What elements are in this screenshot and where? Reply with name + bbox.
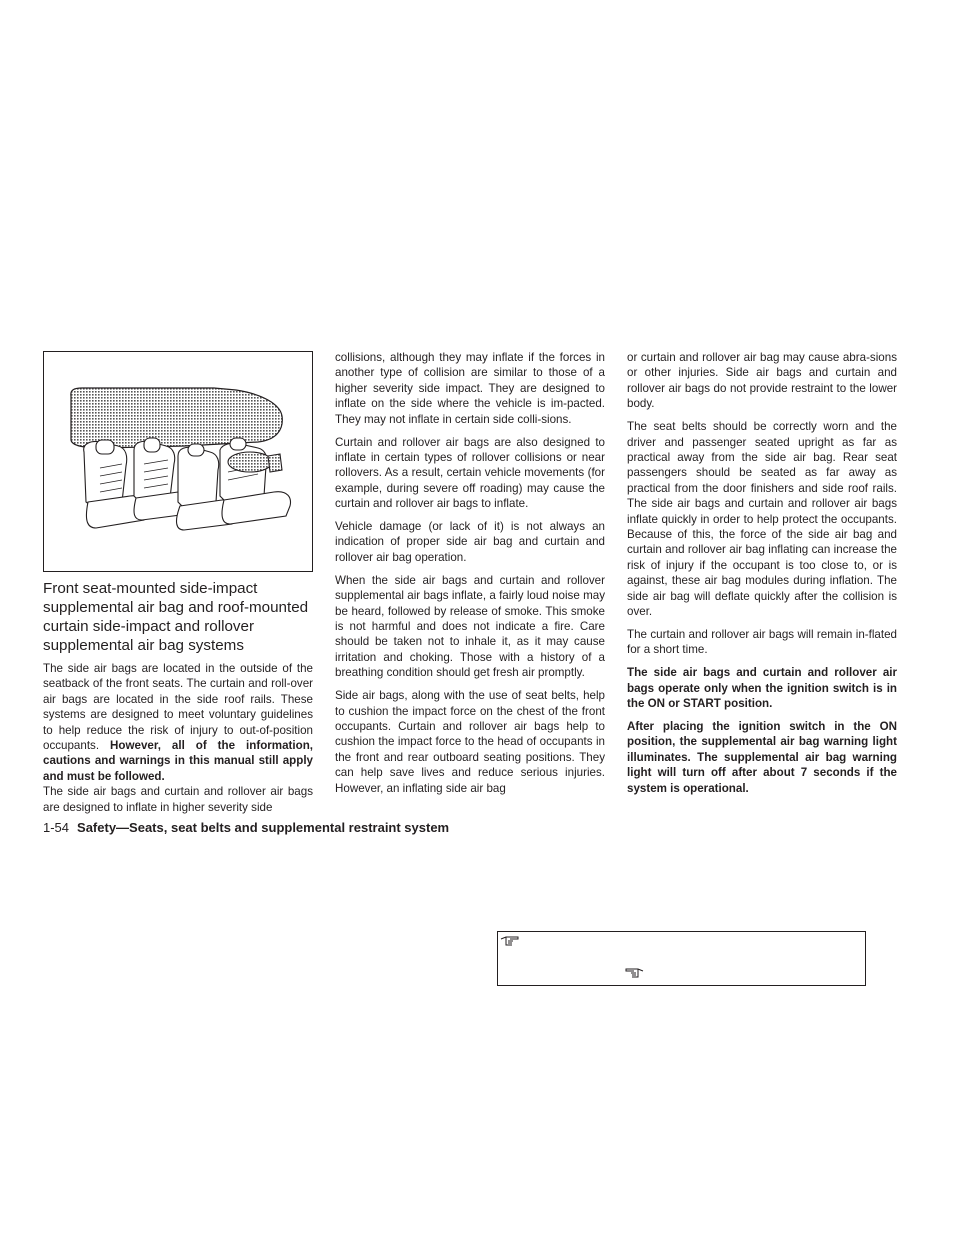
pointing-hand-right-icon[interactable] (500, 935, 520, 947)
side-curtain-airbag-seats-illustration-icon (44, 352, 312, 571)
column-3 (627, 350, 897, 803)
airbag-figure (43, 351, 313, 572)
page-footer (43, 820, 643, 836)
col3-paragraph-5: After placing the ignition switch in the ON position, the supplemental air bag warning light illuminates. The supplemental air bag warning light will turn off after about 7 seconds if the system is operational. (627, 719, 897, 795)
col2-paragraph-3: Vehicle damage (or lack of it) is not always an indication of proper side air bag and curtain and rollover air bag operation. (335, 520, 605, 564)
column-1 (43, 661, 313, 823)
footer-section-title: Safety—Seats, seat belts and supplemental restraint system (77, 820, 450, 835)
section-heading: Front seat-mounted side-impact supplemental air bag and roof-mounted curtain side-impact and rollover supplemental air bag systems (43, 580, 309, 654)
col3-paragraph-4: The side air bags and curtain and rollover air bags operate only when the ignition switch is in the ON or START position. (627, 666, 897, 711)
col2-paragraph-4: When the side air bags and curtain and rollover supplemental air bags inflate, a fairly loud noise may be heard, followed by release of smoke. This smoke is not harmful and does not indicate a fire. Care should be taken not to inhale it, as it may cause irritation and choking. Those with a history of a breathing condition should get fresh air promptly. (335, 573, 605, 680)
navigation-box (497, 931, 866, 986)
col2-paragraph-2: Curtain and rollover air bags are also designed to inflate in certain types of rollover collisions or near rollovers. As a result, certain vehicle movements (for example, during severe off roading) may cause the curtain and rollover air bags to inflate. (335, 435, 605, 511)
col1-paragraph-2: The side air bags and curtain and rollover air bags are designed to inflate in higher severity side (43, 785, 313, 814)
col3-paragraph-3: The curtain and rollover air bags will remain in-flated for a short time. (627, 627, 897, 657)
col3-paragraph-1: or curtain and rollover air bag may cause abra-sions or other injuries. Side air bags and curtain and rollover air bags do not provide restraint to the lower body. (627, 351, 897, 411)
col2-paragraph-1: collisions, although they may inflate if the forces in another type of collision are similar to those of a higher severity side impact. They are designed to inflate on the side where the vehicle is im-pacted. They may not inflate in certain side colli-sions. (335, 351, 605, 426)
col1-paragraph-1-text: The side air bags are located in the outside of the seatback of the front seats. The curtain and roll-over air bags are located in the side roof rails. These systems are designed to meet voluntary guidelines to help reduce the risk of injury to out-of-position occupants. (43, 662, 313, 753)
col2-paragraph-5: Side air bags, along with the use of seat belts, help to cushion the impact force on the chest of the front occupants. Curtain and rollover air bags help to cushion the impact force to the head of occupants in the front and rear outboard seating positions. They can help save lives and reduce serious injuries. However, an inflating side air bag (335, 689, 605, 795)
col1-paragraph-1-bold: However, all of the information, cautions and warnings in this manual still apply and must be followed. (43, 739, 314, 783)
column-2 (335, 350, 605, 803)
col3-paragraph-2: The seat belts should be correctly worn and the driver and passenger seated upright as far as practical away from the side air bag. Rear seat passengers should be seated as far away as practical from the door finishers and side roof rails. The side air bags and curtain and rollover air bags inflate quickly in order to help protect the occupants. Because of this, the force of the side air bag and curtain and rollover air bag inflating can increase the risk of injury if the occupant is too close to, or is against, these air bag modules during inflation. The side air bag will deflate quickly after the collision is over. (627, 420, 897, 618)
page-number: 1-54 (43, 820, 70, 835)
col1-paragraph-1 (43, 661, 313, 784)
pointing-hand-left-icon[interactable] (624, 967, 644, 979)
